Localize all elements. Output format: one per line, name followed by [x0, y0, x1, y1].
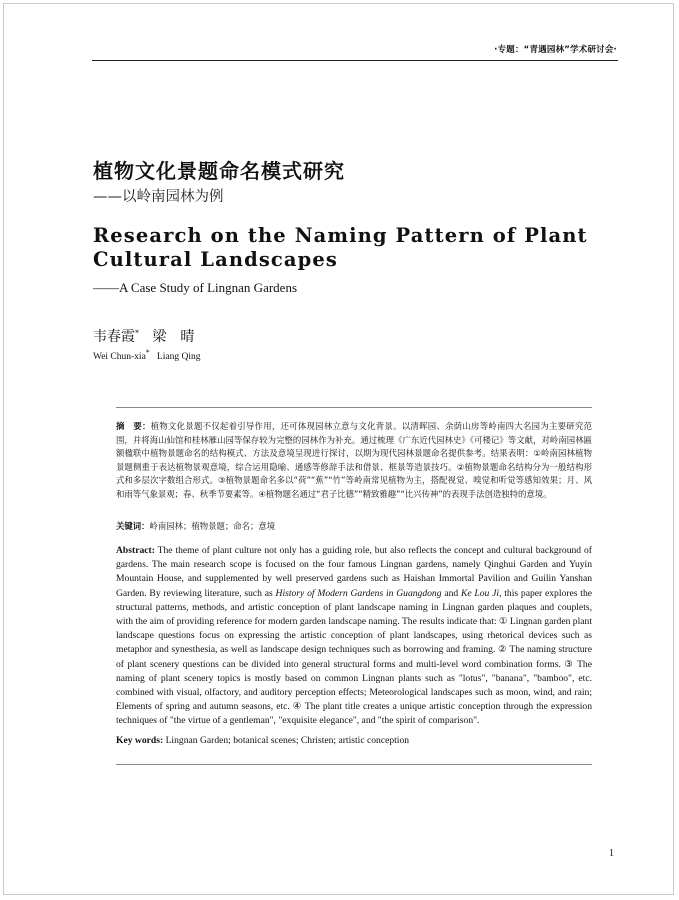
corresponding-mark-en: * [145, 348, 150, 357]
keywords-cn-text: 岭南园林；植物景题；命名；意境 [149, 521, 276, 531]
book-title-2: Ke Lou Ji [460, 587, 500, 599]
abstract-en-part1: The theme of plant culture not only has a guiding role, but also reflects the concept and cultural background of gardens. The main research scope is focused on the four famous Lingnan gardens, namely Qinghui Garden and Yuyin Mountain House, and supplemented by well preserved gardens such as Haishan Immortal Pavilion and Guilin Yanshan Garden. By reviewing literature, such as [116, 545, 592, 599]
abstract-cn-text: 植物文化景题不仅起着引导作用，还可体现园林立意与文化背景。以清晖园、余荫山房等岭南四大名园为主要研究范围，并将海山仙馆和桂林雁山园等保存较为完整的园林作为补充。通过梳理《广东近代园林史》《可楼记》等文献，对岭南园林匾额楹联中植物景题命名的结构模式、方法及意境呈现进行探讨，以期为现代园林景题命名提供参考。结果表明：①岭南园林植物景题侧重于表达植物景观意境，综合运用隐喻、通感等修辞手法和借景、框景等造景技巧。②植物景题命名结构分为一般结构形式和多层次字数组合形式。③植物景题命名多以“荷”“蕉”“竹”等岭南常见植物为主，搭配视觉、嗅觉和听觉等感知效果；月、风和雨等气象景观；春、秋季节要素等。④植物题名通过“君子比德”“精致雅趣”“比兴传神”的表现手法创造独特的意境。 [116, 421, 592, 499]
title-chinese: 植物文化景题命名模式研究 [93, 159, 345, 183]
keywords-chinese [116, 520, 592, 532]
subtitle-chinese: ——以岭南园林为例 [93, 189, 224, 205]
abstract-en-part2: , this paper explores the structural patterns, methods, and artistic conception of plant landscape naming in Lingnan garden plaques and couplets, with the aim of providing reference for modern garden landscape naming. The results indicate that: ① Lingnan garden plant landscape questions focus on expressing the artistic conception of plant landscapes, using rhetorical devices such as metaphor and synesthesia, as well as landscape design techniques such as borrowing and framing. ② The naming structure of plant scenery questions can be divided into general structural forms and multi-level word combination forms. ③ The naming of plant scenery topics is mostly based on common Lingnan plants such as "lotus", "banana", "bamboo", etc. combined with visual, olfactory, and auditory perception effects; Meteorological landscapes such as moon, wind, and rain; Elements of spring and autumn seasons, etc. ④ The plant title creates a unique artistic conception through the expression techniques of "the virtue of a gentleman", "exquisite elegance", and "the spirit of comparison". [116, 587, 592, 727]
keywords-english [116, 735, 592, 746]
abstract-en-and: and [441, 587, 461, 599]
journal-header-note: ·专题：“青遇园林”学术研讨会· [494, 45, 617, 55]
subtitle-english: ——A Case Study of Lingnan Gardens [93, 280, 298, 295]
title-english: Research on the Naming Pattern of Plant Cultural Landscapes [93, 224, 588, 271]
keywords-en-label: Key words: [116, 735, 164, 746]
author-1-name: 韦春霞 [93, 329, 135, 345]
author-1-name-en: Wei Chun-xia [93, 352, 146, 363]
abstract-english [116, 544, 592, 729]
corresponding-mark: * [135, 328, 139, 338]
abstract-cn-label: 摘 要： [116, 421, 151, 431]
authors-english [93, 348, 200, 362]
author-2-name-en: Liang Qing [156, 352, 201, 363]
keywords-cn-label: 关键词： [116, 521, 150, 531]
book-title-1: History of Modern Gardens in Guangdong [275, 587, 442, 599]
abstract-top-rule [116, 407, 592, 408]
keywords-en-text: Lingnan Garden; botanical scenes; Christen; artistic conception [163, 735, 410, 746]
author-2-name: 梁 晴 [152, 329, 195, 345]
page-number: 1 [609, 848, 614, 859]
abstract-en-label: Abstract: [116, 545, 155, 556]
authors-chinese [93, 326, 194, 346]
abstract-chinese [116, 420, 592, 502]
abstract-bottom-rule [116, 764, 592, 765]
header-rule [92, 60, 618, 61]
